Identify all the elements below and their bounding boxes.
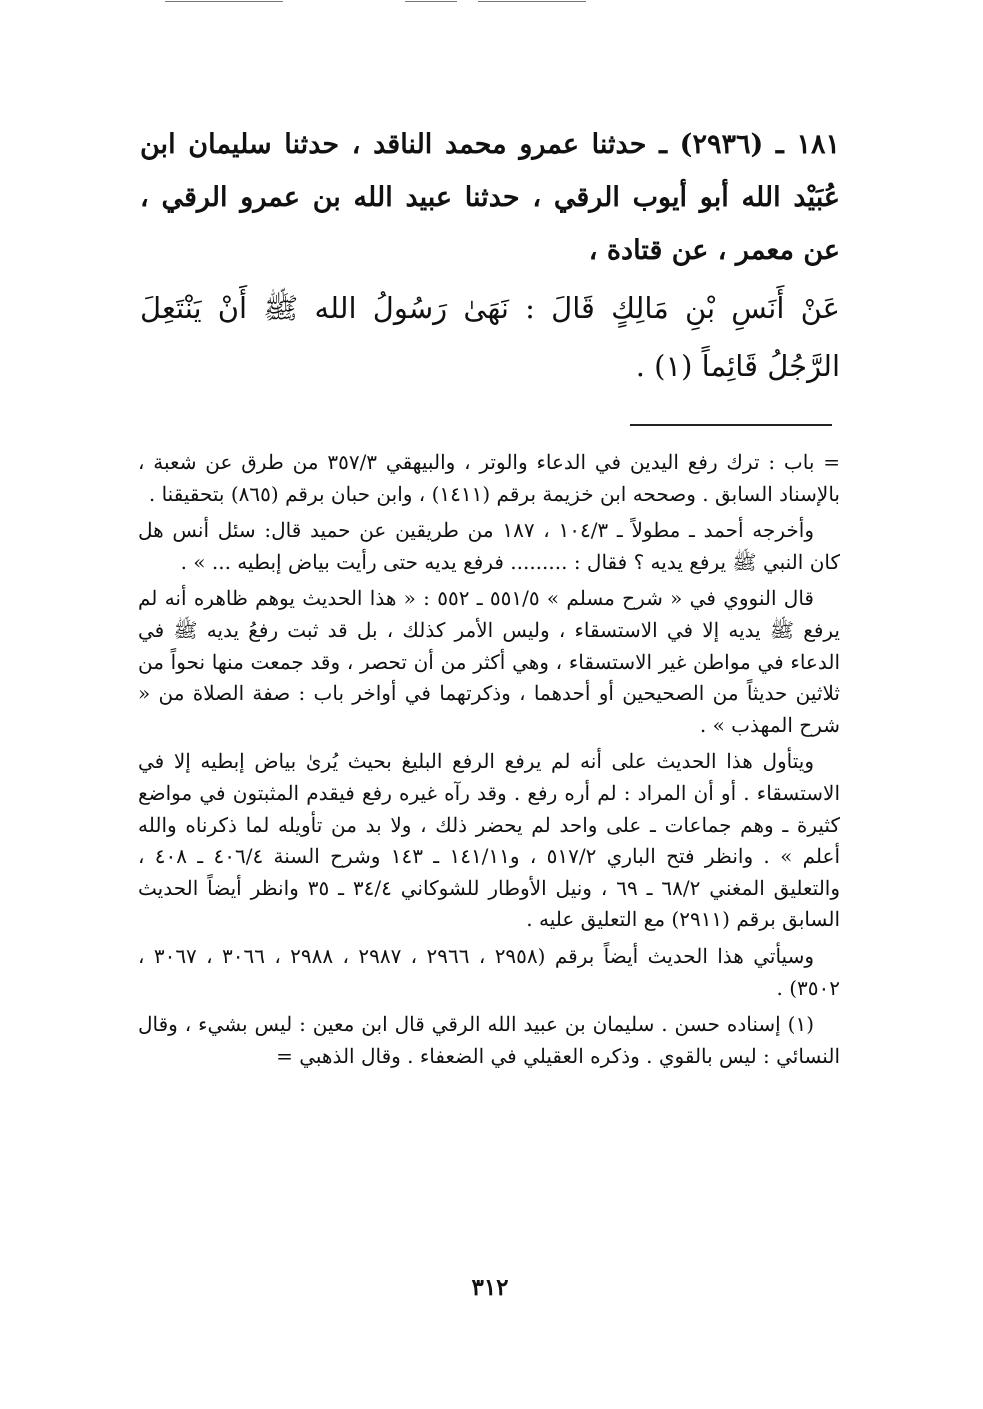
page-number: ٣١٢ xyxy=(471,1274,509,1301)
footnote-paragraph: وسيأتي هذا الحديث أيضاً برقم (٢٩٥٨ ، ٢٩٦٦ ، ٢٩٨٧ ، ٢٩٨٨ ، ٣٠٦٦ ، ٣٠٦٧ ، ٣٥٠٢) . xyxy=(138,943,840,1000)
isnad-line: ١٨١ ـ (٢٩٣٦) ـ حدثنا عمرو محمد الناقد ، حدثنا سليمان xyxy=(188,129,840,160)
hadith-text xyxy=(140,118,840,395)
footnote-separator xyxy=(630,424,832,426)
footnotes xyxy=(138,447,840,1072)
footnote-paragraph: قال النووي في « شرح مسلم » ٥٥١/٥ ـ ٥٥٢ : « هذا الحديث يوهم ظاهره أنه لم يرفع ﷺ يديه إلا في الاستسقاء ، وليس الأمر كذلك ، بل قد ثبت رفعُ يديه ﷺ في الدعاء في مواطن غير الاستسقاء ، وهي أكثر من أن تحصر ، وقد جمعت منها نحواً من ثلاثين حديثاً من الصحيحين أو أحدهما ، وذكرتهما في أواخر باب : صفة الصلاة من « شرح المهذب » . xyxy=(138,586,840,737)
top-rule-center xyxy=(405,1,457,2)
isnad-paragraph xyxy=(140,118,840,277)
footnote-paragraph: وأخرجه أحمد ـ مطولاً ـ ١٠٤/٣ ، ١٨٧ من طريقين عن حميد قال: سئل أنس هل كان النبي ﷺ يرفع يديه ؟ فقال : ......... فرفع يديه حتى رأيت بياض إبطيه ... » . xyxy=(138,518,840,574)
matn-paragraph xyxy=(140,279,840,395)
isnad-line: ابن عُبَيْد الله أبو أيوب الرقي ، حدثنا عبيد الله بن عمرو الرقي ، عن xyxy=(140,129,840,266)
footnote-paragraph: (١) إسناده حسن . سليمان بن عبيد الله الرقي قال ابن معين : ليس بشيء ، وقال النسائي : ليس بالقوي . وذكره العقيلي في الضعفاء . وقال الذهبي = xyxy=(138,1012,840,1068)
matn-line: الرَّجُلُ قَائِماً (١) . xyxy=(635,349,840,383)
top-rule-left xyxy=(165,1,283,2)
footnote-paragraph: ويتأول هذا الحديث على أنه لم يرفع الرفع البليغ بحيث يُرىٰ بياض إبطيه إلا في الاستسقاء . أو أن المراد : لم أره رفع . وقد رآه غيره رفع فيقدم المثبتون في مواضع كثيرة ـ وهم جماعات ـ على واحد لم يحضر ذلك ، ولا بد من تأويله لما ذكرناه والله أعلم » . وانظر فتح الباري ٥١٧/٢ ، و١٤١/١١ ـ ١٤٣ وشرح السنة ٤٠٦/٤ ـ ٤٠٨ ، والتعليق المغني ٦٨/٢ ـ ٦٩ ، ونيل الأوطار للشوكاني ٣٤/٤ ـ ٣٥ وانظر أيضاً الحديث السابق برقم (٢٩١١) مع التعليق عليه . xyxy=(138,749,841,932)
footnote-paragraph: = باب : ترك رفع اليدين في الدعاء والوتر ، والبيهقي ٣٥٧/٣ من طرق عن شعبة ، بالإسناد السابق . وصححه ابن خزيمة برقم (١٤١١) ، وابن حبان برقم (٨٦٥) بتحقيقنا . xyxy=(138,450,840,506)
matn-line: عَنْ أَنَسِ بْنِ مَالِكٍ قَالَ : نَهَىٰ رَسُولُ الله ﷺ أَنْ يَنْتَعِلَ xyxy=(140,291,840,325)
isnad-line: معمر ، عن قتادة ، xyxy=(588,235,794,266)
top-rule-right xyxy=(478,1,586,2)
